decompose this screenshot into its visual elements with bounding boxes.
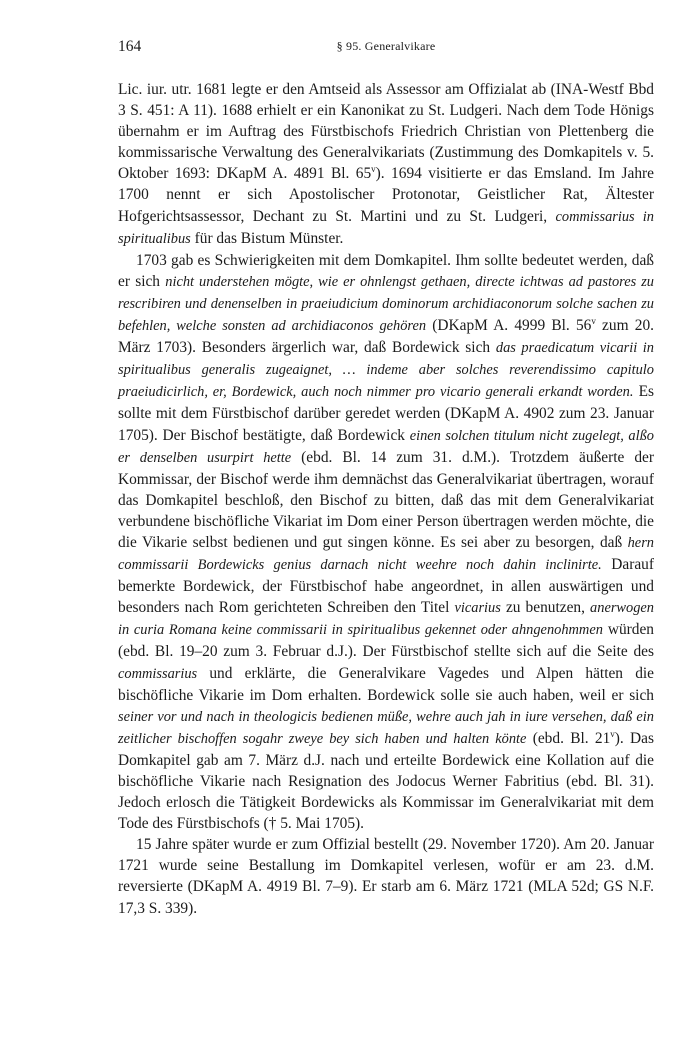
quotation-italic: einen solchen titulum nicht zugelegt, alßo er denselben usurpirt hette xyxy=(118,427,654,466)
paragraph xyxy=(118,834,654,918)
text-segment: für das Bistum Münster. xyxy=(190,229,344,247)
text-segment: würden (ebd. Bl. 19–20 zum 3. Februar d.J.). Der Fürstbischof stellte sich auf die Seite des xyxy=(118,621,654,661)
running-head: § 95. Generalvikare xyxy=(336,39,436,53)
text-segment: zum 20. März 1703). Besonders ärgerlich war, daß Bordewick sich xyxy=(118,317,654,357)
text-segment: ). 1694 visitierte er das Emsland. Im Jahre 1700 nennt er sich Apostolischer Protonotar, Geistlicher Rat, Ältester Hofgerichtsassessor, Dechant zu St. Martini und zu St. Ludgeri, xyxy=(118,165,654,225)
body-text xyxy=(118,79,654,919)
quotation-italic: anerwogen in curia Romana keine commissarii in spiritualibus gekennet oder ahngenohmmen xyxy=(118,600,654,639)
quotation-italic: seiner vor und nach in theologicis bedienen müße, wehre auch jah in iure versehen, daß ein zeitlicher bischoffen sogahr zweye bey sich haben und halten könte xyxy=(118,708,654,747)
text-segment: zu benutzen, xyxy=(500,599,591,617)
text-segment: (ebd. Bl. 21 xyxy=(526,729,611,747)
quotation-italic: commissarius in spiritualibus xyxy=(118,208,655,247)
text-segment: 15 Jahre später wurde er zum Offizial bestellt (29. November 1720). Am 20. Januar 1721 wurde seine Bestallung im Domkapitel verlesen, wofür er am 23. d.M. reversierte (DKapM A. 4919 Bl. 7–9). Er starb am 6. März 1721 (MLA 52d; GS N.F. 17,3 S. 339). xyxy=(118,836,654,917)
quotation-italic: nicht understehen mögte, wie er ohnlengst gethaen, directe ichtwas ad pastores zu rescribiren und denenselben in praeiudicium dominorum archidiaconorum solche sachen zu befehlen, welche sonsten ad archidiaconos gehören xyxy=(118,273,654,335)
quotation-italic: vicarius xyxy=(454,600,501,617)
paragraph xyxy=(118,250,654,835)
text-segment: 1703 gab es Schwierigkeiten mit dem Domkapitel. Ihm sollte bedeutet werden, daß er sich xyxy=(118,251,654,290)
paragraph xyxy=(118,79,654,250)
folio-verso-marker: v xyxy=(610,728,615,739)
folio-verso-marker: v xyxy=(591,315,596,326)
text-segment: (ebd. Bl. 14 zum 31. d.M.). Trotzdem äußerte der Kommissar, der Bischof werde ihm demnächst das Generalvikariat übertragen, worauf das Domkapitel beschloß, den Bischof zu bitten, daß das mit dem Generalvikariat verbundene bischöfliche Vikariat im Dom einer Person übertragen werden möchte, die die Vikarie selbst bedienen und gut singen könne. Es sei aber zu besorgen, daß xyxy=(118,448,654,551)
text-segment: Darauf bemerkte Bordewick, der Fürstbischof habe angeordnet, in allen auswärtigen und besonders nach Rom gerichteten Schreiben den Titel xyxy=(118,556,654,617)
text-segment: (DKapM A. 4999 Bl. 56 xyxy=(426,317,592,335)
text-segment: und erklärte, die Generalvikare Vagedes und Alpen hätten die bischöfliche Vikarie im Dom erhalten. Bordewick solle sie auch haben, weil er sich xyxy=(118,664,654,704)
page-number: 164 xyxy=(118,38,142,55)
text-segment: Lic. iur. utr. 1681 legte er den Amtseid als Assessor am Offizialat ab (INA-Westf Bbd 3 S. 451: A 11). 1688 erhielt er ein Kanonikat zu St. Ludgeri. Nach dem Tode Hönigs übernahm er im Auftrag des Fürstbischofs Friedrich Christian von Plettenberg die kommissarische Verwaltung des Generalvikariats (Zustimmung des Domkapitels v. 5. Oktober 1693: DKapM A. 4891 Bl. 65 xyxy=(118,81,654,183)
quotation-italic: commissarius xyxy=(118,665,198,682)
text-segment: ). Das Domkapitel gab am 7. März d.J. nach und erteilte Bordewick eine Kollation auf die bischöfliche Vikarie nach Resignation des Jodocus Werner Fabritius (ebd. Bl. 31). Jedoch erlosch die Tätigkeit Bordewicks als Kommissar im Generalvikariat mit dem Tode des Fürstbischofs († 5. Mai 1705). xyxy=(118,729,654,833)
page-header xyxy=(118,38,654,62)
book-page xyxy=(118,38,654,919)
text-segment: Es sollte mit dem Fürstbischof darüber geredet werden (DKapM A. 4902 zum 23. Januar 1705). Der Bischof bestätigte, daß Bordewick xyxy=(118,383,654,444)
folio-verso-marker: v xyxy=(371,164,376,175)
quotation-italic: das praedicatum vicarii in spiritualibus generalis zugeaignet, … indeme aber solches reverendissimo capitulo praeiudicirlich, er, Bordewick, auch noch nimmer pro vicario generali erkandt worden. xyxy=(118,340,654,401)
quotation-italic: hern commissarii Bordewicks genius darnach nicht weehre noch dahin inclinirte. xyxy=(118,534,654,574)
